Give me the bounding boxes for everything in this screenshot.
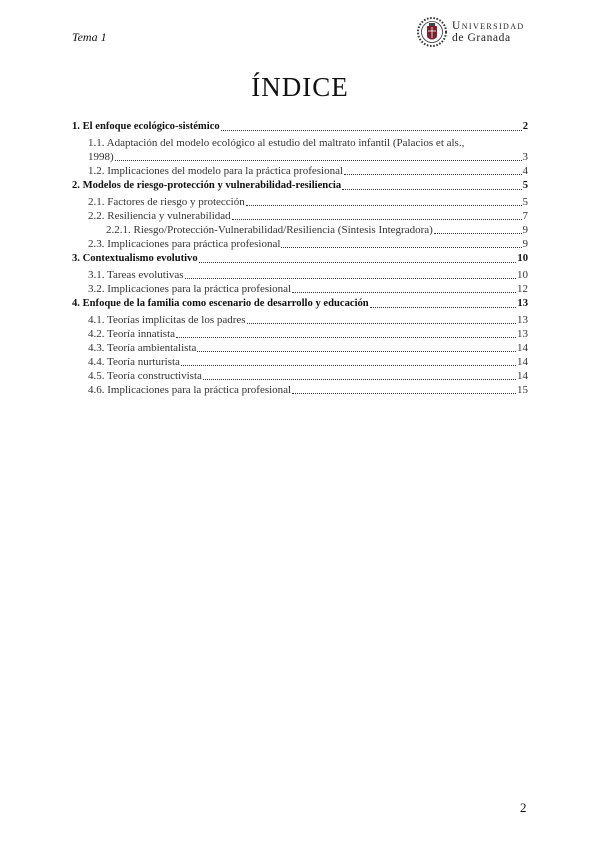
toc-entry-text: 4.5. Teoría constructivista — [88, 370, 202, 382]
page-number: 2 — [520, 800, 527, 815]
toc-entry-text: 4.6. Implicaciones para la práctica profesional — [88, 384, 292, 396]
toc-entry[interactable] — [72, 383, 528, 397]
toc-entry-text: 4.3. Teoría ambientalista — [88, 342, 197, 354]
toc-entry[interactable] — [72, 164, 528, 178]
toc-entry[interactable] — [72, 136, 528, 164]
toc-entry-page: 12 — [517, 283, 528, 295]
toc-entry[interactable] — [72, 223, 528, 237]
toc-entry-text: 4.4. Teoría nurturista — [88, 356, 180, 368]
university-logo — [416, 16, 525, 48]
toc-entry-text: 4.2. Teoría innatista — [88, 328, 176, 340]
toc-entry-text: 2. Modelos de riesgo-protección y vulnerabilidad-resiliencia — [72, 180, 342, 191]
toc-entry-text-continued: 1998) — [88, 151, 114, 163]
toc-entry-text: 2.2. Resiliencia y vulnerabilidad — [88, 210, 231, 222]
toc-entry-page: 10 — [517, 253, 528, 264]
toc-entry-page: 15 — [517, 384, 528, 396]
toc-entry-text: 3.1. Tareas evolutivas — [88, 269, 184, 281]
toc-entry-text: 3.2. Implicaciones para la práctica profesional — [88, 283, 292, 295]
toc-entry-page: 4 — [522, 165, 528, 177]
toc-entry-page: 5 — [522, 196, 528, 208]
toc-entry-page: 7 — [522, 210, 528, 222]
toc-entry-page: 2 — [522, 121, 528, 132]
toc-entry-text: 2.2.1. Riesgo/Protección-Vulnerabilidad/Resiliencia (Síntesis Integradora) — [106, 224, 433, 236]
toc-entry[interactable] — [72, 252, 528, 266]
toc-entry-text: 4.1. Teorías implícitas de los padres — [88, 314, 246, 326]
toc-entry-page: 14 — [517, 370, 528, 382]
toc-entry[interactable] — [72, 369, 528, 383]
toc-entry-page: 3 — [522, 151, 528, 163]
toc-entry[interactable] — [72, 327, 528, 341]
toc-entry[interactable] — [72, 282, 528, 296]
header-title: Tema 1 — [72, 30, 107, 44]
logo-line-2: de Granada — [452, 32, 511, 44]
toc-entry-text: 2.3. Implicaciones para práctica profesional — [88, 238, 281, 250]
toc-entry-page: 14 — [517, 342, 528, 354]
toc-entry[interactable] — [72, 120, 528, 134]
toc-entry[interactable] — [72, 268, 528, 282]
toc-entry-text: 1.1. Adaptación del modelo ecológico al estudio del maltrato infantil (Palacios et als., — [88, 137, 465, 149]
toc-entry-page: 13 — [517, 298, 528, 309]
toc-entry-page: 14 — [517, 356, 528, 368]
university-crest-icon — [416, 16, 448, 48]
toc-entry-page: 5 — [522, 180, 528, 191]
toc-entry[interactable] — [72, 341, 528, 355]
page-title: ÍNDICE — [251, 72, 349, 102]
toc-entry-text: 3. Contextualismo evolutivo — [72, 253, 198, 264]
logo-line-1: Universidad — [452, 20, 525, 32]
toc-entry[interactable] — [72, 195, 528, 209]
toc-entry[interactable] — [72, 355, 528, 369]
toc-entry[interactable] — [72, 237, 528, 251]
toc-entry[interactable] — [72, 179, 528, 193]
toc-entry-text: 4. Enfoque de la familia como escenario de desarrollo y educación — [72, 298, 369, 309]
toc-entry[interactable] — [72, 209, 528, 223]
toc-entry-page: 9 — [522, 238, 528, 250]
toc-entry-page: 10 — [517, 269, 528, 281]
toc-entry-text: 1.2. Implicaciones del modelo para la práctica profesional — [88, 165, 344, 177]
toc-entry[interactable] — [72, 313, 528, 327]
toc-entry-page: 13 — [517, 314, 528, 326]
toc-entry-text: 1. El enfoque ecológico-sistémico — [72, 121, 220, 132]
toc-entry-page: 9 — [522, 224, 528, 236]
toc-entry-page: 13 — [517, 328, 528, 340]
table-of-contents — [72, 119, 528, 397]
toc-entry-text: 2.1. Factores de riesgo y protección — [88, 196, 245, 208]
toc-entry[interactable] — [72, 297, 528, 311]
